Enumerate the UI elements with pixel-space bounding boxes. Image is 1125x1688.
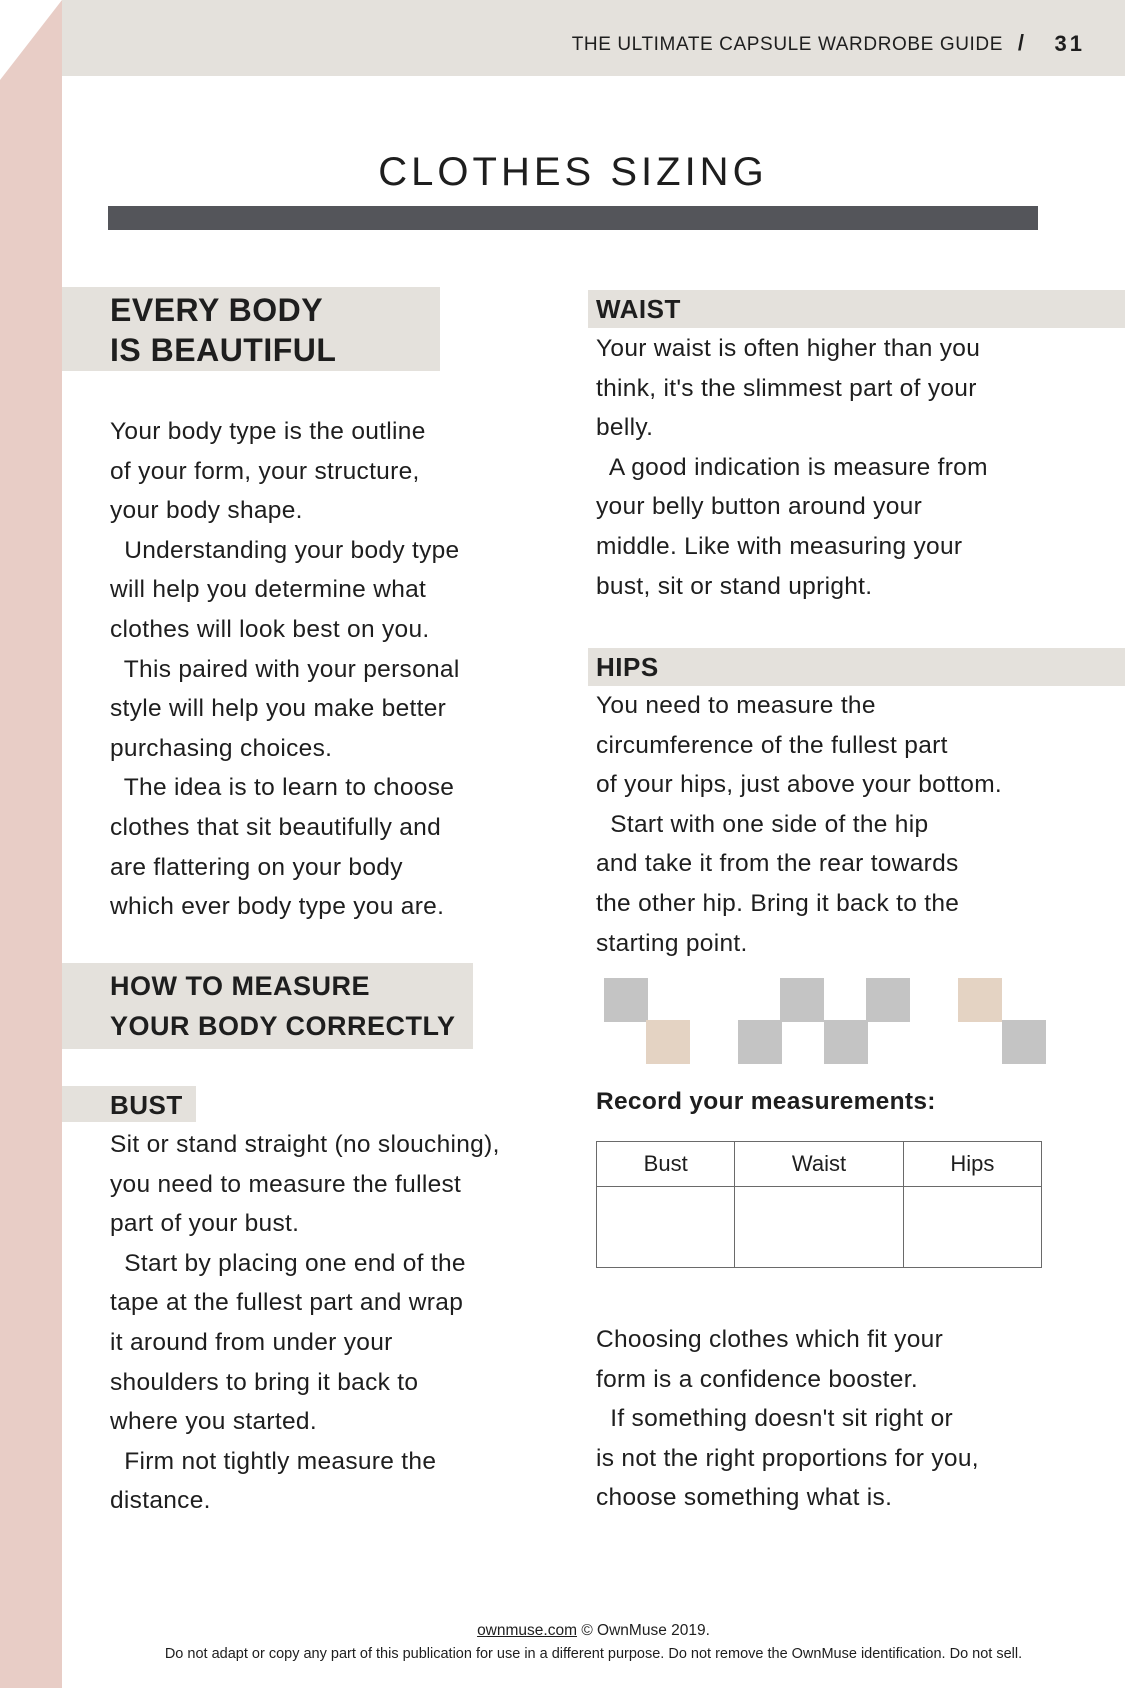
guide-title: THE ULTIMATE CAPSULE WARDROBE GUIDE xyxy=(571,34,1003,55)
text-line: A good indication is measure from xyxy=(596,453,988,481)
text-line: Sit or stand straight (no slouching), xyxy=(110,1131,500,1158)
text-line: Your body type is the outline xyxy=(110,418,426,445)
hips-entry-cell[interactable] xyxy=(903,1187,1041,1268)
table-header-row xyxy=(597,1142,1042,1187)
text-line: your body shape. xyxy=(110,497,303,525)
text-line: circumference of the fullest part xyxy=(596,731,948,759)
text-line: The idea is to learn to choose xyxy=(110,774,455,802)
every-body-text xyxy=(110,412,460,927)
copyright-text: © OwnMuse 2019. xyxy=(581,1622,710,1639)
checker-square xyxy=(646,1020,690,1064)
every-body-title xyxy=(110,290,336,370)
waist-text xyxy=(596,329,988,606)
waist-entry-cell[interactable] xyxy=(735,1187,903,1268)
text-line: This paired with your personal xyxy=(110,655,460,683)
text-line: Start with one side of the hip xyxy=(596,810,929,838)
hips-column-header: Hips xyxy=(903,1142,1041,1187)
text-line: you need to measure the fullest xyxy=(110,1170,462,1198)
text-line: purchasing choices. xyxy=(110,734,333,762)
footer-notice: Do not adapt or copy any part of this publication for use in a different purpose. Do not remove the OwnMuse identification. Do not sell. xyxy=(164,1646,1023,1662)
checker-square xyxy=(780,978,824,1022)
text-line: tape at the fullest part and wrap xyxy=(110,1289,464,1317)
bust-entry-cell[interactable] xyxy=(597,1187,735,1268)
hips-text xyxy=(596,686,1002,963)
measurements-table xyxy=(596,1141,1042,1268)
text-line: bust, sit or stand upright. xyxy=(596,572,873,600)
text-line: clothes will look best on you. xyxy=(110,615,430,643)
text-line: style will help you make better xyxy=(110,695,447,723)
title-underline-bar xyxy=(108,206,1038,230)
every-body-title-line: EVERY BODY xyxy=(110,292,324,328)
text-line: Choosing clothes which fit your xyxy=(596,1326,944,1353)
checker-square xyxy=(866,978,910,1022)
text-line: the other hip. Bring it back to the xyxy=(596,889,960,917)
hips-title: HIPS xyxy=(596,652,659,682)
how-to-measure-title-line: HOW TO MEASURE xyxy=(110,971,371,1001)
page-number: 31 xyxy=(1054,31,1085,56)
how-to-measure-title xyxy=(110,966,456,1046)
checker-square xyxy=(824,1020,868,1064)
text-line: are flattering on your body xyxy=(110,853,403,881)
website-link[interactable]: ownmuse.com xyxy=(477,1622,577,1639)
waist-title: WAIST xyxy=(596,294,681,324)
text-line: which ever body type you are. xyxy=(110,893,445,921)
checker-square xyxy=(958,978,1002,1022)
text-line: Understanding your body type xyxy=(110,536,460,564)
bust-column-header: Bust xyxy=(597,1142,735,1187)
text-line: is not the right proportions for you, xyxy=(596,1444,979,1472)
bust-text xyxy=(110,1125,500,1521)
text-line: belly. xyxy=(596,414,654,442)
text-line: will help you determine what xyxy=(110,576,427,604)
text-line: clothes that sit beautifully and xyxy=(110,813,442,841)
text-line: of your form, your structure, xyxy=(110,457,420,485)
text-line: form is a confidence booster. xyxy=(596,1365,918,1393)
checker-square xyxy=(604,978,648,1022)
how-to-measure-title-line: YOUR BODY CORRECTLY xyxy=(110,1011,456,1041)
closing-text xyxy=(596,1320,979,1518)
side-accent-corner xyxy=(0,0,62,80)
text-line: think, it's the slimmest part of your xyxy=(596,374,977,402)
text-line: and take it from the rear towards xyxy=(596,850,959,878)
bust-title: BUST xyxy=(110,1090,183,1120)
record-measurements-label: Record your measurements: xyxy=(596,1088,936,1115)
text-line: distance. xyxy=(110,1487,211,1515)
checker-square xyxy=(738,1020,782,1064)
side-accent-strip xyxy=(0,0,62,1688)
text-line: your belly button around your xyxy=(596,493,923,521)
every-body-title-line: IS BEAUTIFUL xyxy=(110,332,337,368)
text-line: of your hips, just above your bottom. xyxy=(596,771,1003,799)
text-line: choose something what is. xyxy=(596,1484,893,1512)
text-line: Your waist is often higher than you xyxy=(596,335,981,362)
hips-highlight xyxy=(588,648,1125,686)
text-line: part of your bust. xyxy=(110,1210,300,1238)
text-line: it around from under your xyxy=(110,1328,393,1356)
checker-square xyxy=(1002,1020,1046,1064)
text-line: Firm not tightly measure the xyxy=(110,1447,437,1475)
header-separator: / xyxy=(1017,30,1024,55)
waist-column-header: Waist xyxy=(735,1142,903,1187)
footer-copyright-line xyxy=(62,1622,1125,1640)
text-line: You need to measure the xyxy=(596,692,876,719)
page-title: CLOTHES SIZING xyxy=(378,150,768,194)
text-line: shoulders to bring it back to xyxy=(110,1368,419,1396)
table-row xyxy=(597,1187,1042,1268)
text-line: Start by placing one end of the xyxy=(110,1249,466,1277)
text-line: middle. Like with measuring your xyxy=(596,532,963,560)
text-line: If something doesn't sit right or xyxy=(596,1405,953,1433)
text-line: starting point. xyxy=(596,929,748,957)
text-line: where you started. xyxy=(110,1408,317,1436)
